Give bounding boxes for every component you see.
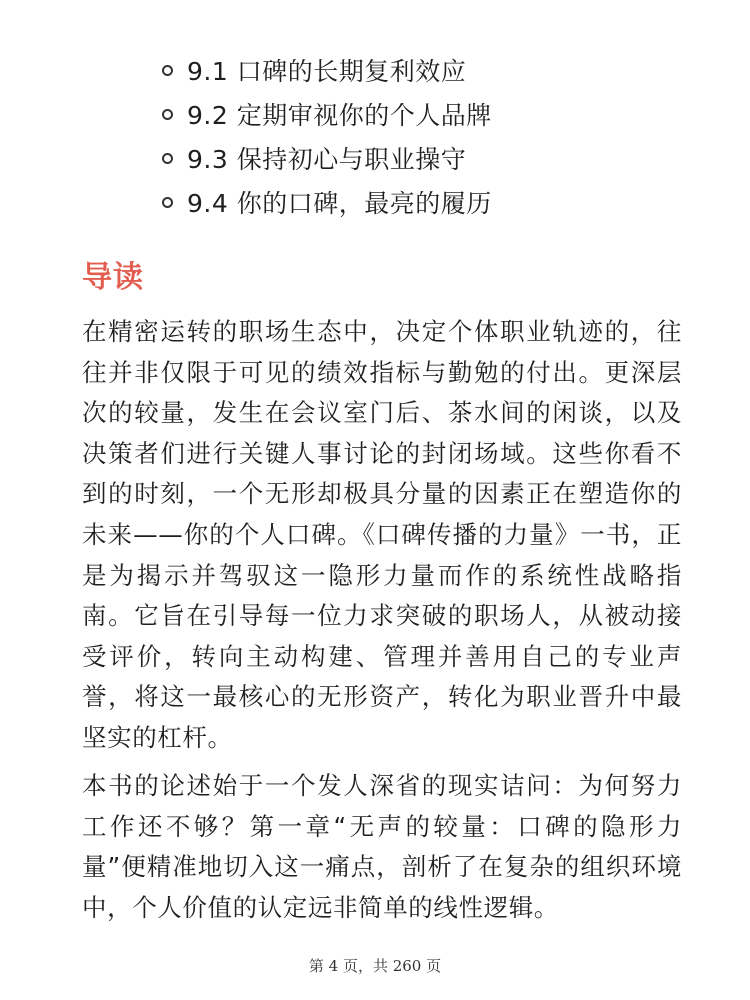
circle-bullet-icon <box>162 65 173 76</box>
body-paragraph: 在精密运转的职场生态中，决定个体职业轨迹的，往往并非仅限于可见的绩效指标与勤勉的付出。更深层次的较量，发生在会议室门后、茶水间的闲谈，以及决策者们进行关键人事讨论的封闭场域。这些你看不到的时刻，一个无形却极具分量的因素正在塑造你的未来——你的个人口碑。《口碑传播的力量》一书，正是为揭示并驾驭这一隐形力量而作的系统性战略指南。它旨在引导每一位力求突破的职场人，从被动接受评价，转向主动构建、管理并善用自己的专业声誉，将这一最核心的无形资产，转化为职业晋升中最坚实的杠杆。 <box>82 317 682 752</box>
toc-item-label: 9.1 口碑的长期复利效应 <box>187 57 467 86</box>
toc-item-label: 9.2 定期审视你的个人品牌 <box>187 101 492 130</box>
toc-item[interactable] <box>162 92 492 136</box>
circle-bullet-icon <box>162 109 173 120</box>
body-paragraph: 本书的论述始于一个发人深省的现实诘问：为何努力工作还不够？第一章“无声的较量：口碑的隐形力量”便精准地切入这一痛点，剖析了在复杂的组织环境中，个人价值的认定远非简单的线性逻辑。 <box>82 771 682 922</box>
table-of-contents <box>162 48 492 224</box>
toc-item-label: 9.3 保持初心与职业操守 <box>187 145 467 174</box>
toc-item-label: 9.4 你的口碑，最亮的履历 <box>187 189 492 218</box>
circle-bullet-icon <box>162 197 173 208</box>
section-heading: 导读 <box>82 260 144 295</box>
circle-bullet-icon <box>162 153 173 164</box>
toc-item[interactable] <box>162 180 492 224</box>
toc-item[interactable] <box>162 48 492 92</box>
toc-item[interactable] <box>162 136 492 180</box>
page-number: 第 4 页，共 260 页 <box>308 957 442 975</box>
